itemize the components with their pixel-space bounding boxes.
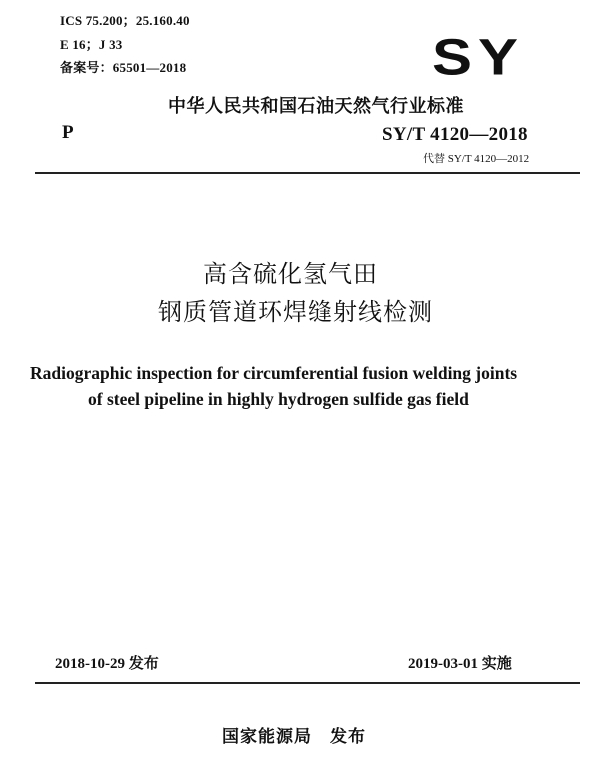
title-english-line-1: Radiographic inspection for circumferential fusion welding joints [30,363,518,383]
top-divider [35,172,580,174]
title-english-line-2: of steel pipeline in highly hydrogen sulfide gas field [88,389,469,409]
standard-number: SY/T 4120—2018 [382,124,528,145]
filing-number: 备案号：65501—2018 [60,60,187,75]
ics-code: ICS 75.200；25.160.40 [60,13,190,28]
sy-logo: SY [432,28,525,86]
implementation-date: 2019-03-01 实施 [408,656,512,672]
bottom-divider [35,682,580,684]
ccs-code: E 16；J 33 [60,37,123,52]
issue-date: 2018-10-29 发布 [55,656,159,672]
title-chinese-line-1: 高含硫化氢气田 [203,260,378,288]
title-chinese-line-2: 钢质管道环焊缝射线检测 [158,298,433,326]
publisher: 国家能源局 发布 [222,727,366,747]
standard-type-heading: 中华人民共和国石油天然气行业标准 [168,96,464,117]
category-letter: P [62,122,74,143]
replaces-note: 代替 SY/T 4120—2012 [423,153,530,165]
